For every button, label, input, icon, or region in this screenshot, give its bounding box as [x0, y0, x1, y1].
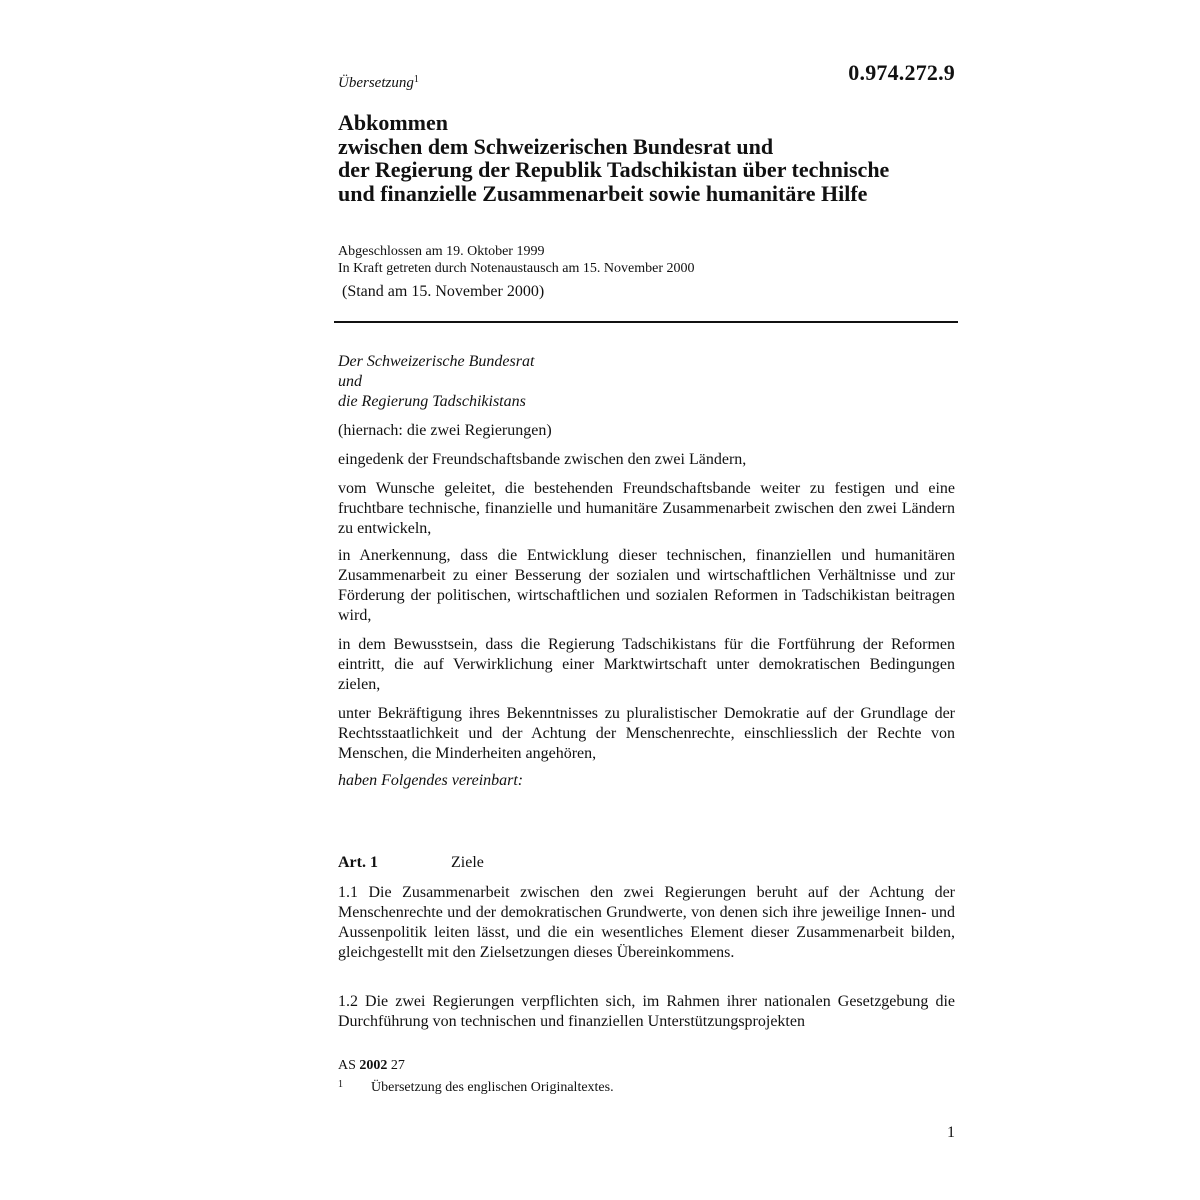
translation-label-text: Übersetzung [338, 75, 414, 91]
preamble-closing: haben Folgendes vereinbart: [338, 772, 524, 789]
sr-number: 0.974.272.9 [848, 60, 955, 85]
in-force-date: In Kraft getreten durch Notenaustausch am 15. November 2000 [338, 261, 695, 276]
party-line: Der Schweizerische Bundesrat [338, 353, 535, 370]
source-page: 27 [390, 1058, 405, 1073]
source-year: 2002 [359, 1058, 388, 1073]
hereinafter-clause: (hiernach: die zwei Regierungen) [338, 422, 552, 439]
footnote-reference[interactable]: 1 [413, 74, 419, 85]
preamble-paragraph: in dem Bewusstsein, dass die Regierung Tadschikistans für die Fortführung der Reformen eintritt, die auf Verwirklichung einer Marktwirtschaft unter demokratischen Bedingungen zielen, [338, 636, 955, 693]
document-metadata [338, 243, 695, 277]
status-date: (Stand am 15. November 2000) [342, 283, 545, 300]
page-number: 1 [947, 1124, 955, 1141]
article-paragraph: 1.1 Die Zusammenarbeit zwischen den zwei Regierungen beruht auf der Achtung der Menschenrechte und der demokratischen Grundwerte, von denen sich ihre jeweilige Innen- und Aussenpolitik leiten lässt, und die ein wesentliches Element dieser Zusammenarbeit bilden, gleichgestellt mit den Zielsetzungen dieses Übereinkommens. [338, 884, 955, 961]
title-line: Abkommen [338, 110, 449, 135]
article-paragraph: 1.2 Die zwei Regierungen verpflichten sich, im Rahmen ihrer nationalen Gesetzgebung die Durchführung von technischen und finanziellen Unterstützungsprojekten [338, 993, 955, 1030]
header-divider [334, 321, 958, 323]
article-number: Art. 1 [338, 854, 378, 871]
official-compilation-reference [338, 1058, 405, 1074]
preamble-paragraph: eingedenk der Freundschaftsbande zwischen den zwei Ländern, [338, 451, 747, 468]
article-title: Ziele [451, 854, 484, 871]
footnote-text: Übersetzung des englischen Originaltextes. [371, 1080, 614, 1095]
title-line: zwischen dem Schweizerischen Bundesrat und [338, 133, 774, 159]
title-line: der Regierung der Republik Tadschikistan über technische [338, 157, 890, 182]
concluded-date: Abgeschlossen am 19. Oktober 1999 [338, 244, 545, 259]
footnote-mark: 1 [338, 1079, 343, 1090]
party-line: und [338, 373, 362, 390]
contracting-parties [338, 352, 534, 412]
preamble-paragraph: in Anerkennung, dass die Entwicklung dieser technischen, finanziellen und humanitären Zusammenarbeit zu einer Besserung der sozialen und wirtschaftlichen Verhältnisse und zur Förderung der politischen, wirtschaftlichen und sozialen Reformen in Tadschikistan beitragen wird, [338, 547, 955, 624]
title-line: und finanzielle Zusammenarbeit sowie humanitäre Hilfe [338, 180, 868, 206]
party-line: die Regierung Tadschikistans [338, 393, 526, 410]
preamble-paragraph: unter Bekräftigung ihres Bekenntnisses zu pluralistischer Demokratie auf der Grundlage der Rechtsstaatlichkeit und der Achtung der Menschenrechte, einschliesslich der Rechte von Menschen, die Minderheiten angehören, [338, 705, 955, 762]
source-prefix: AS [338, 1058, 356, 1073]
preamble-paragraph: vom Wunsche geleitet, die bestehenden Freundschaftsbande weiter zu festigen und eine fruchtbare technische, finanzielle und humanitäre Zusammenarbeit zwischen den zwei Ländern zu entwickeln, [338, 480, 955, 537]
document-title [338, 111, 978, 205]
translation-label [338, 74, 419, 92]
